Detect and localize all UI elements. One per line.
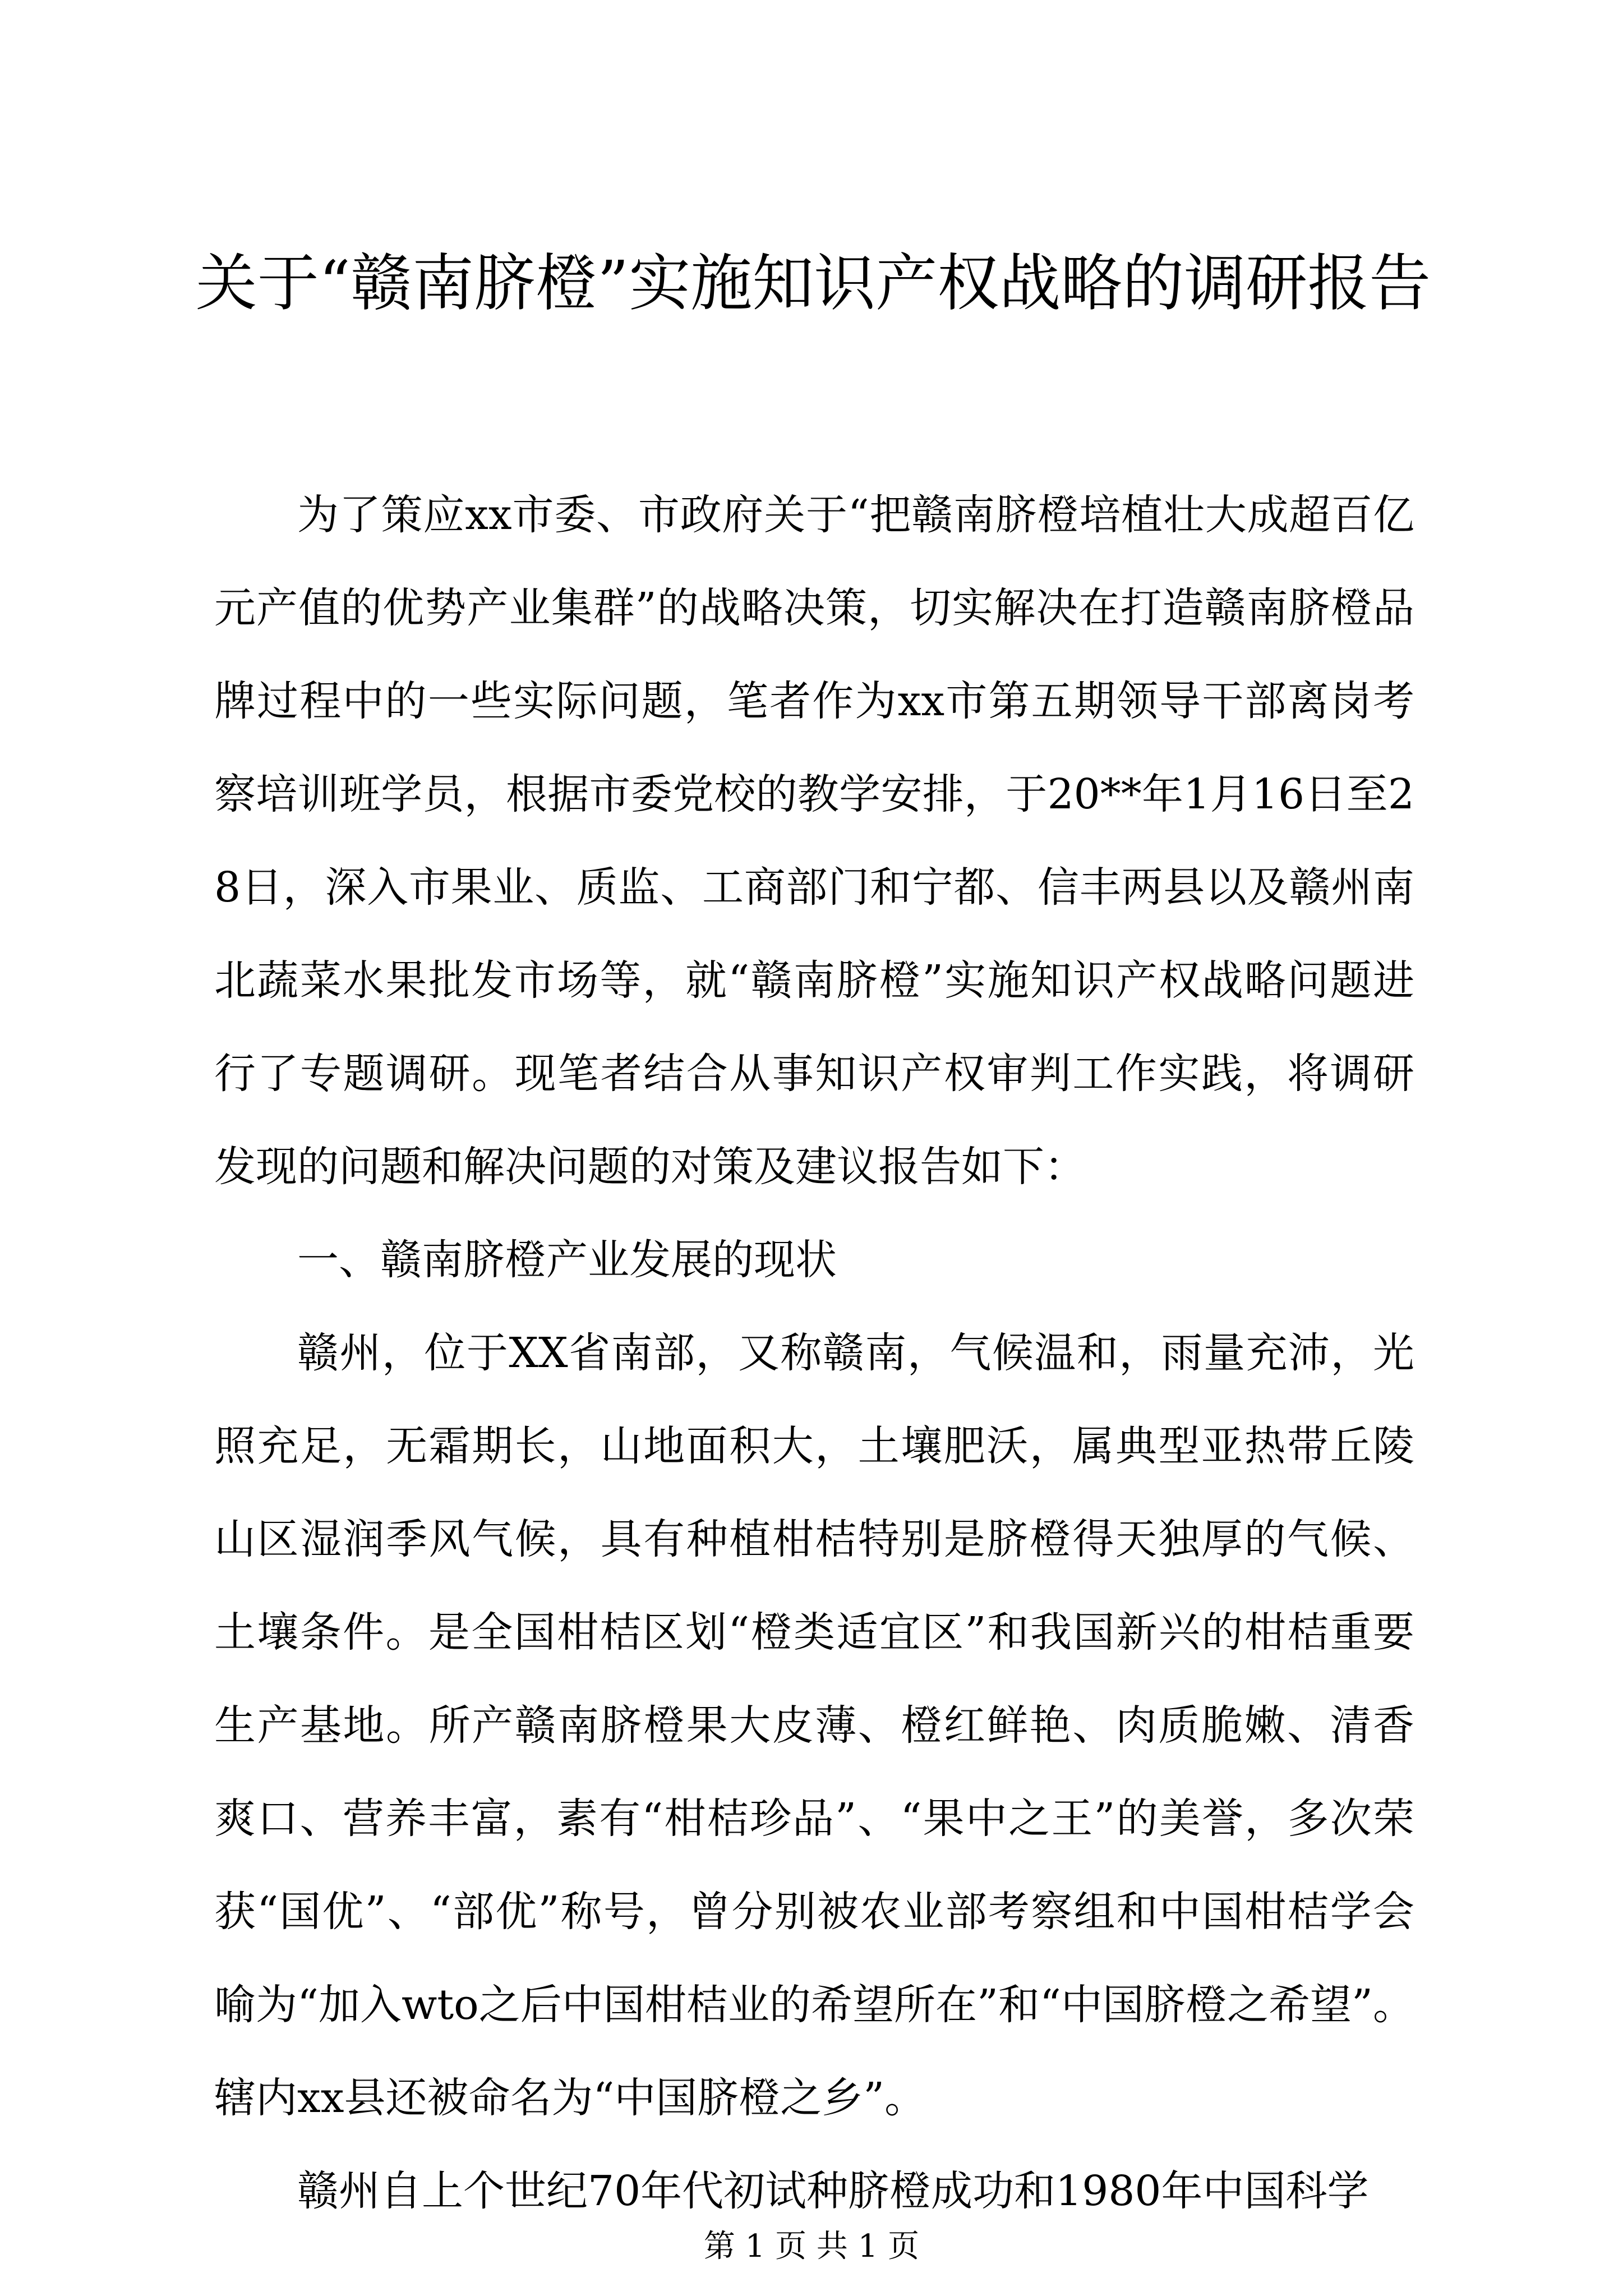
body-paragraph: 赣州，位于XX省南部，又称赣南，气候温和，雨量充沛，光照充足，无霜期长，山地面积大，土壤肥沃，属典型亚热带丘陵山区湿润季风气候，具有种植柑桔特别是脐橙得天独厚的气候、土壤条件。是全国柑桔区划“橙类适宜区”和我国新兴的柑桔重要生产基地。所产赣南脐橙果大皮薄、橙红鲜艳、肉质脆嫩、清香爽口、营养丰富，素有“柑桔珍品”、“果中之王”的美誉，多次荣获“国优”、“部优”称号，曾分别被农业部考察组和中国柑桔学会喻为“加入wto之后中国柑桔业的希望所在”和“中国脐橙之希望”。辖内xx县还被命名为“中国脐橙之乡”。 — [214, 1329, 1414, 2122]
section-heading-1: 一、赣南脐橙产业发展的现状 — [297, 1236, 837, 1284]
page-footer: 第 1 页 共 1 页 — [703, 2228, 920, 2265]
body-paragraph: 赣州自上个世纪70年代初试种脐橙成功和1980年中国科学 — [297, 2167, 1369, 2215]
document-body — [214, 468, 1414, 2238]
document-title: 关于“赣南脐橙”实施知识产权战略的调研报告 — [195, 247, 1431, 319]
intro-paragraph: 为了策应xx市委、市政府关于“把赣南脐橙培植壮大成超百亿元产值的优势产业集群”的战略决策，切实解决在打造赣南脐橙品牌过程中的一些实际问题，笔者作为xx市第五期领导干部离岗考察培训班学员，根据市委党校的教学安排，于20**年1月16日至28日，深入市果业、质监、工商部门和宁都、信丰两县以及赣州南北蔬菜水果批发市场等，就“赣南脐橙”实施知识产权战略问题进行了专题调研。现笔者结合从事知识产权审判工作实践，将调研发现的问题和解决问题的对策及建议报告如下： — [214, 491, 1414, 1191]
